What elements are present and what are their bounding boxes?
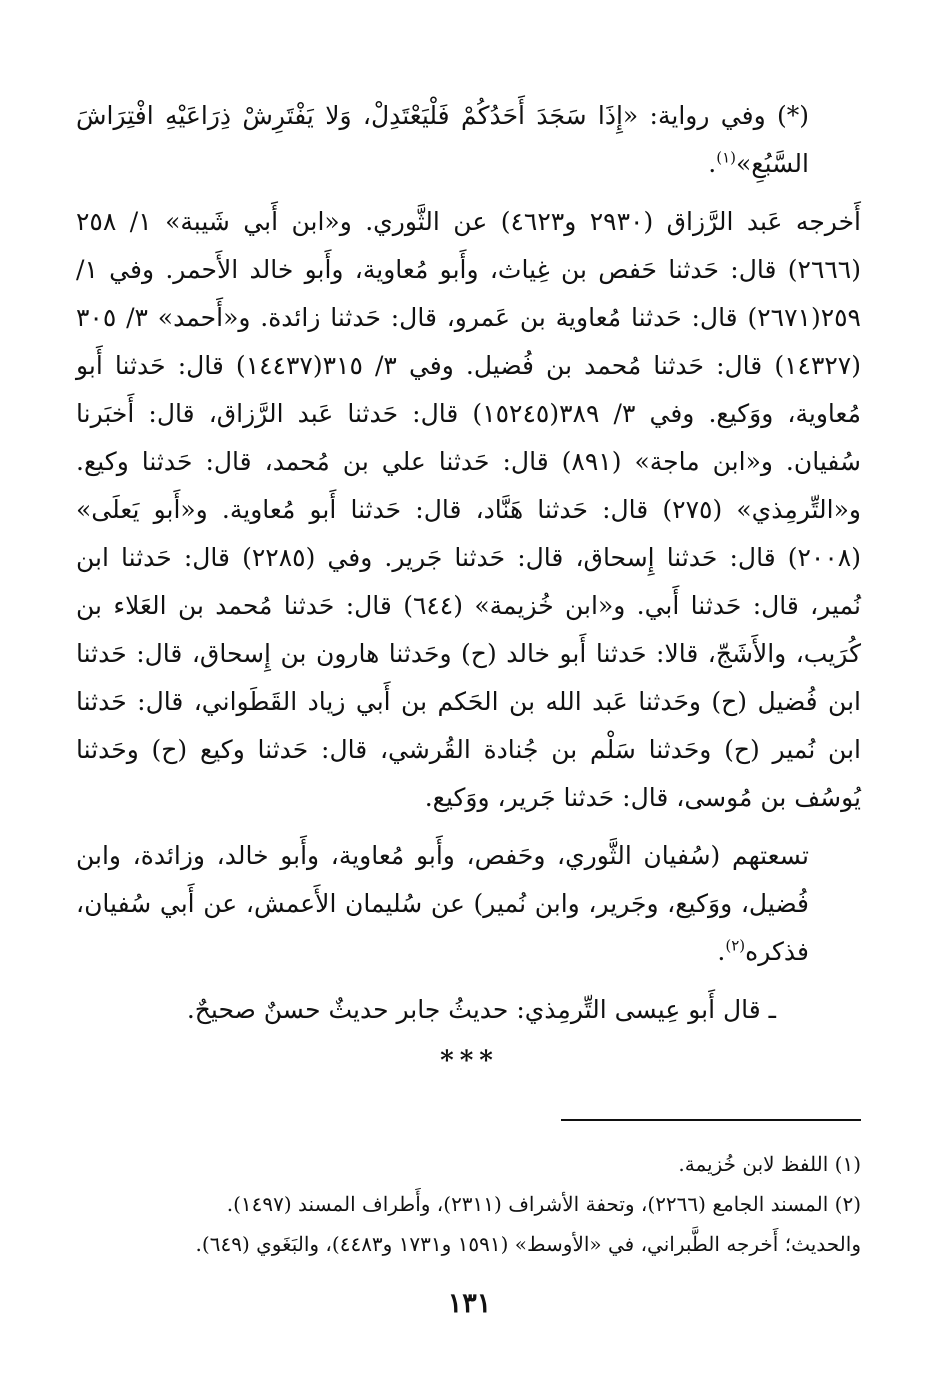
tirmidhi-verdict: ـ قال أَبو عِيسى التِّرمِذي: حديثُ جابر حديثٌ حسنٌ صحيحٌ. [186, 995, 776, 1024]
summary-end-mark: . [717, 937, 726, 966]
takhrij-paragraph: أَخرجه عَبد الرَّزاق (٢٩٣٠ و٤٦٢٣) عن الثَّوري. و«ابن أَبي شَيبة» ١/ ٢٥٨ (٢٦٦٦) قال: حَدثنا حَفص بن غِياث، وأَبو مُعاوية، وأَبو خالد الأَحمر. وفي ١/ ٢٥٩(٢٦٧١) قال: حَدثنا مُعاوية بن عَمرو، قال: حَدثنا زائدة. و«أَحمد» ٣/ ٣٠٥ (١٤٣٢٧) قال: حَدثنا مُحمد بن فُضيل. وفي ٣/ ٣١٥(١٤٤٣٧) قال: حَدثنا أَبو مُعاوية، ووَكيع. وفي ٣/ ٣٨٩(١٥٢٤٥) قال: حَدثنا عَبد الرَّزاق، قال: أَخبَرنا سُفيان. و«ابن ماجة» (٨٩١) قال: حَدثنا علي بن مُحمد، قال: حَدثنا وكيع. و«التِّرمِذي» (٢٧٥) قال: حَدثنا هَنَّاد، قال: حَدثنا أَبو مُعاوية. و«أَبو يَعلَى» (٢٠٠٨) قال: حَدثنا إِسحاق، قال: حَدثنا جَرير. وفي (٢٢٨٥) قال: حَدثنا ابن نُمير، قال: حَدثنا أَبي. و«ابن خُزيمة» (٦٤٤) قال: حَدثنا مُحمد بن العَلاء بن كُرَيب، والأَشَجّ، قالا: حَدثنا أَبو خالد (ح) وحَدثنا هارون بن إِسحاق، قال: حَدثنا ابن فُضيل (ح) وحَدثنا عَبد الله بن الحَكم بن أَبي زياد القَطَواني، قال: حَدثنا ابن نُمير (ح) وحَدثنا سَلْم بن جُنادة القُرشي، قال: حَدثنا وكيع (ح) وحَدثنا يُوسُف بن مُوسى، قال: حَدثنا جَرير، ووَكيع. [76, 207, 861, 812]
footnotes-block [76, 1144, 861, 1264]
summary-paragraph [76, 832, 861, 976]
section-separator: *** [440, 1046, 499, 1076]
footnote-2-continued: والحديث؛ أَخرجه الطَّبراني، في «الأوسط» (١٥٩١ و١٧٣١ و٤٤٨٣)، والبَغَوي (٦٤٩). [195, 1232, 861, 1256]
summary-text: تسعتهم (سُفيان الثَّوري، وحَفص، وأَبو مُعاوية، وأَبو خالد، وزائدة، وابن فُضيل، ووَكيع، وجَرير، وابن نُمير) عن سُليمان الأَعمش، عن أَبي سُفيان، فذكره [76, 841, 809, 966]
main-text-block [76, 92, 861, 1034]
footnote-2: (٢) المسند الجامع (٢٢٦٦)، وتحفة الأشراف (٢٣١١)، وأَطراف المسند (١٤٩٧). [226, 1192, 861, 1216]
hadith-narration-paragraph [76, 92, 861, 188]
footnote-divider [561, 1119, 861, 1121]
footnote-ref-2: (٢) [725, 936, 746, 955]
page-number: ١٣١ [447, 1288, 492, 1319]
hadith-narration-text: (*) وفي رواية: «إِذَا سَجَدَ أَحَدُكُمْ فَلْيَعْتَدِلْ، وَلا يَفْتَرِشْ ذِرَاعَيْهِ افْتِرَاشَ السَّبُعِ» [76, 101, 809, 178]
footnote-1: (١) اللفظ لابن خُزيمة. [678, 1152, 861, 1176]
footnote-ref-1: (١) [716, 148, 736, 167]
narration-end-mark: . [708, 149, 717, 178]
